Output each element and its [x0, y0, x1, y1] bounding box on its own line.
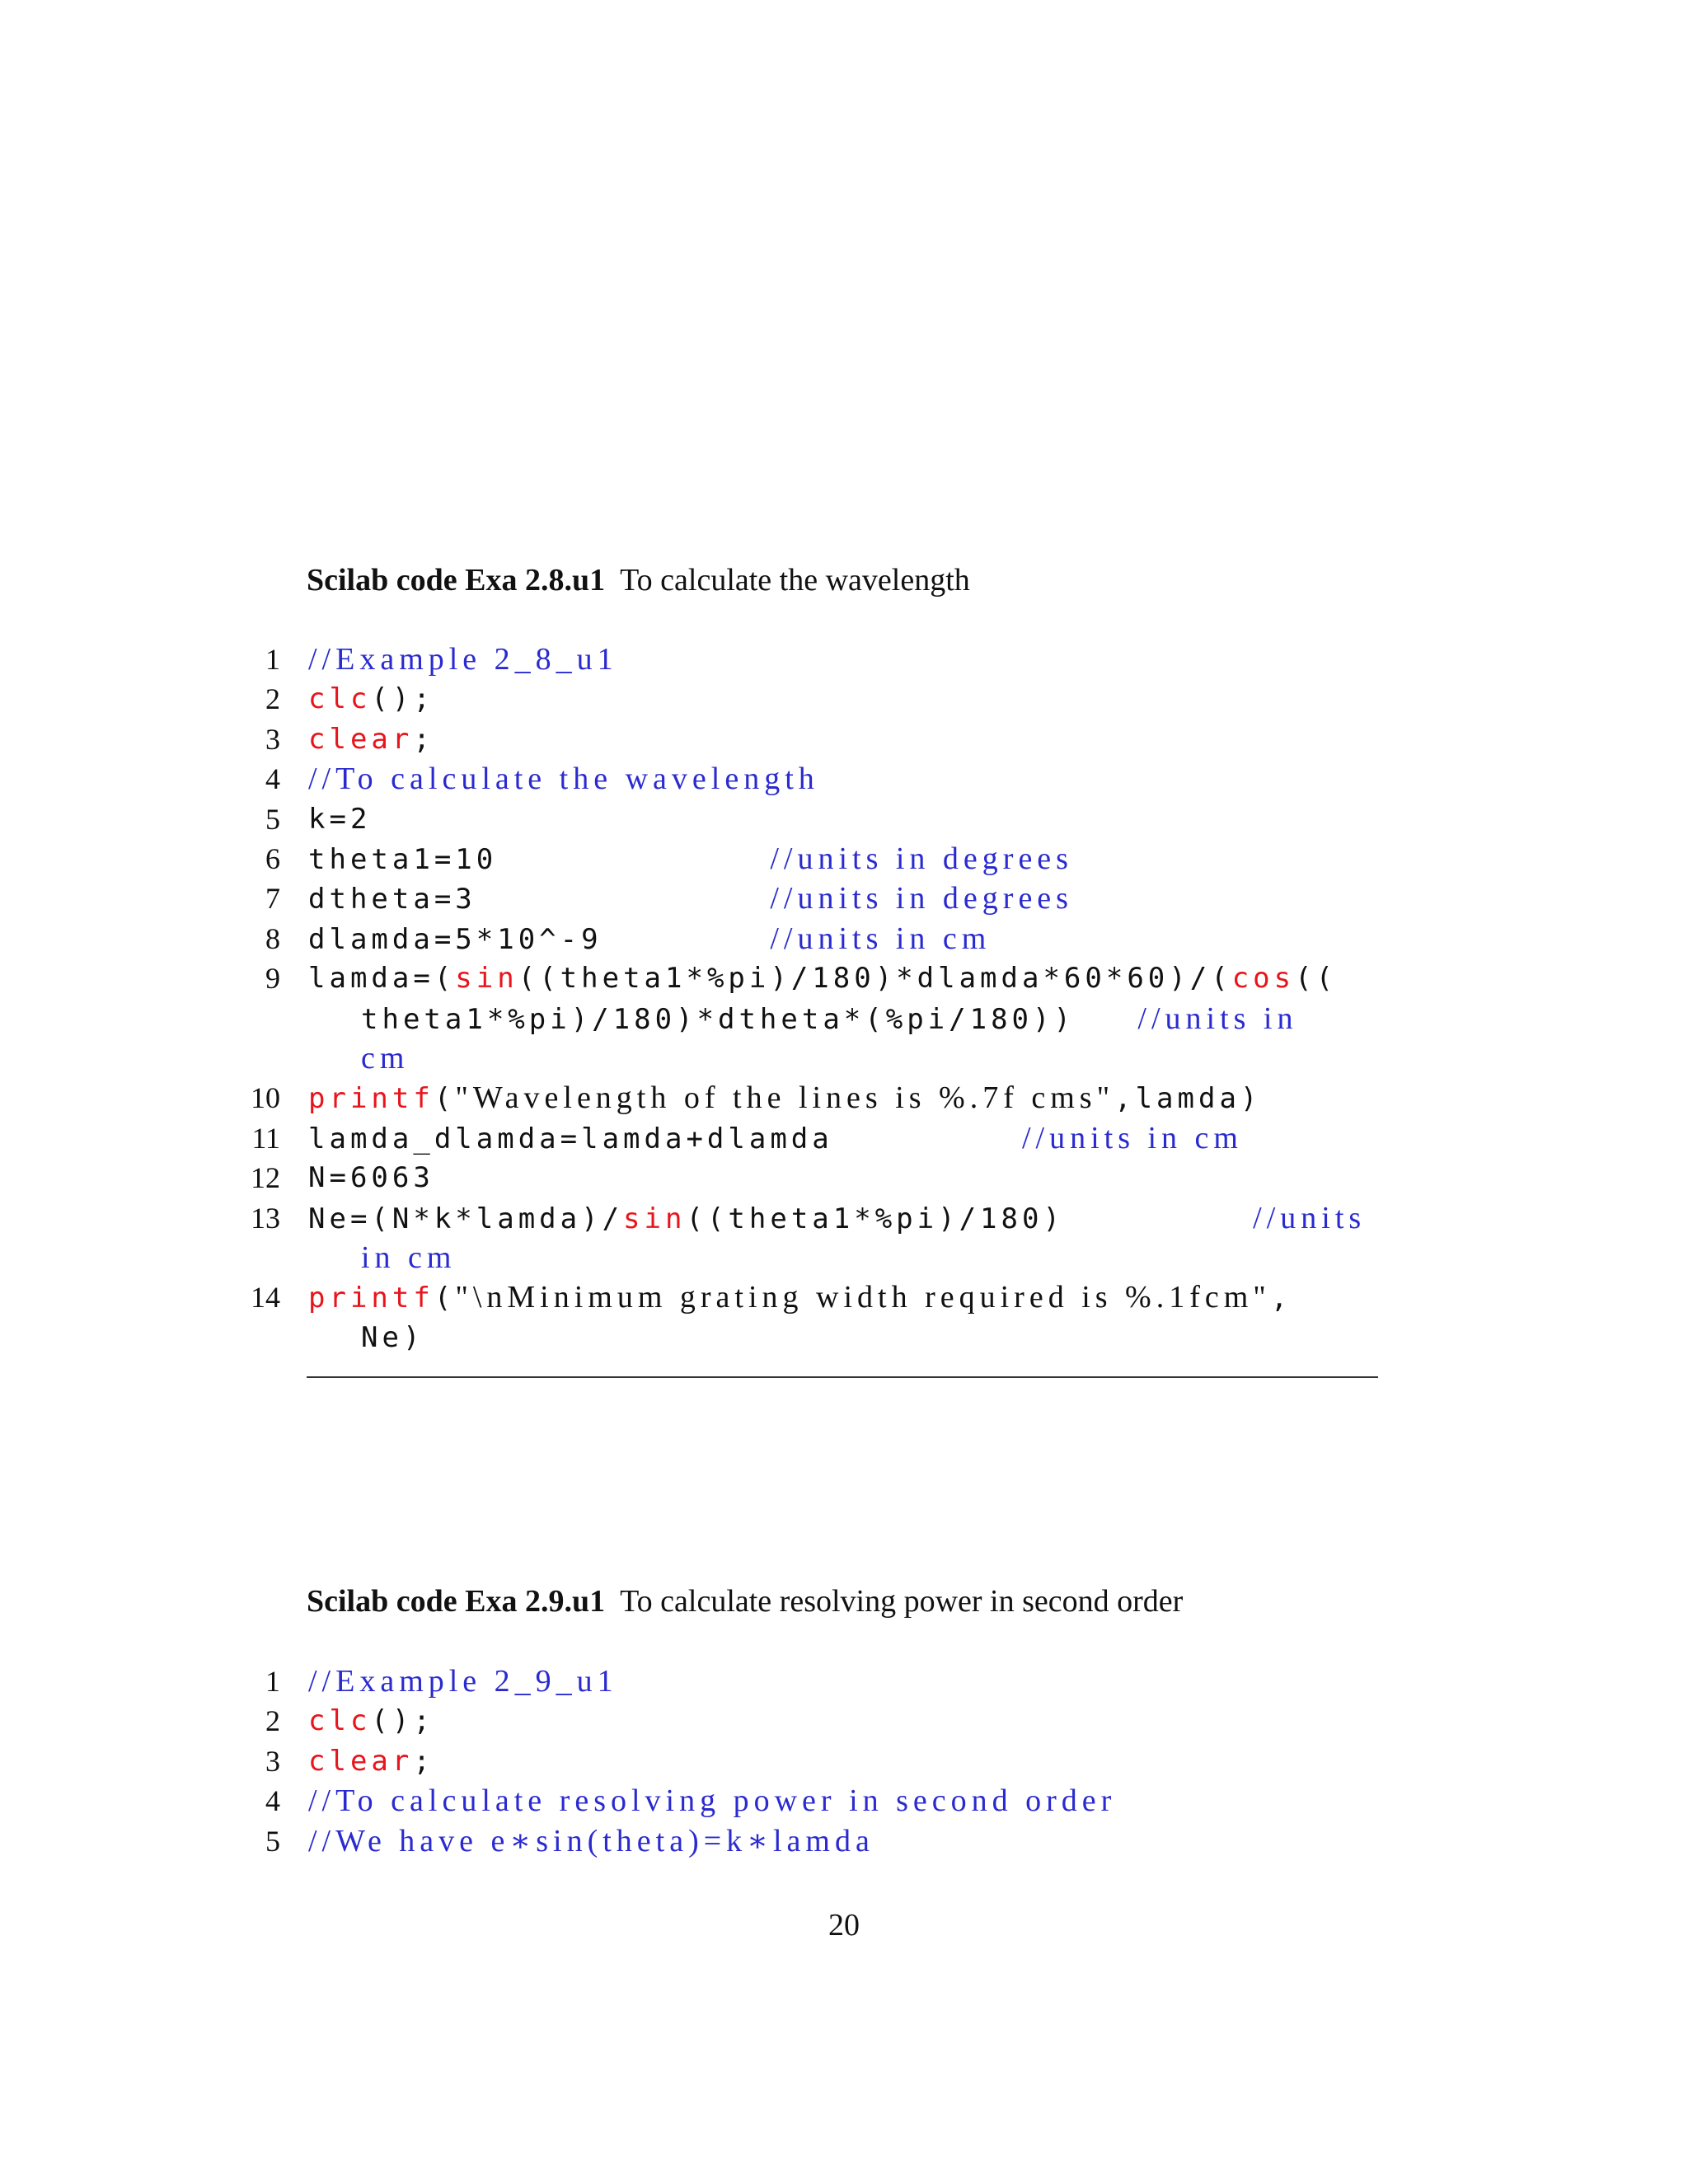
code-keyword: clc	[308, 1704, 372, 1738]
code-plain: ((	[1295, 962, 1338, 996]
line-number: 13	[251, 1201, 280, 1235]
line-number: 6	[265, 842, 280, 875]
code-text	[308, 919, 991, 959]
code-plain: N=6063	[308, 1161, 434, 1195]
code-text	[361, 1238, 456, 1278]
code-comment: //We have e∗sin(theta)=k∗lamda	[308, 1823, 874, 1858]
code-comment: in cm	[361, 1240, 457, 1275]
code-plain: theta1=10	[308, 843, 771, 876]
code-text	[308, 1741, 434, 1781]
code-plain: ((theta1*%pi)/180)	[686, 1202, 1254, 1235]
code-comment: //units in	[1137, 1001, 1298, 1036]
code-plain: ((theta1*%pi)/180)*dlamda*60*60)/(	[518, 962, 1232, 996]
code-line	[0, 1118, 1688, 1158]
code-keyword: clear	[308, 1744, 414, 1778]
code-text	[361, 1318, 424, 1357]
code-plain: lamda=(	[308, 962, 456, 996]
code-plain: ,lamda)	[1114, 1082, 1262, 1116]
code-plain: ,	[1270, 1282, 1292, 1315]
code-string: "\nMinimum grating width required is %.1fcm"	[455, 1280, 1271, 1315]
code-plain: theta1*%pi)/180)*dtheta*(%pi/180))	[361, 1002, 1138, 1036]
code-line	[0, 1741, 1688, 1781]
caption-description: To calculate resolving power in second order	[620, 1584, 1184, 1619]
line-number: 7	[265, 882, 280, 916]
code-comment: //units in cm	[1021, 1120, 1243, 1155]
code-line	[0, 1701, 1688, 1741]
code-plain: Ne)	[361, 1320, 424, 1354]
code-text	[308, 799, 371, 839]
line-number: 1	[265, 1665, 280, 1698]
code-string: "Wavelength of the lines is %.7f cms"	[455, 1080, 1115, 1116]
code-plain: ;	[413, 722, 434, 756]
code-keyword: printf	[308, 1082, 434, 1116]
code-text	[308, 1661, 618, 1702]
code-text	[308, 1821, 874, 1862]
code-keyword: sin	[623, 1202, 687, 1235]
code-plain: ;	[413, 1744, 434, 1778]
line-number: 5	[265, 802, 280, 836]
code-comment: //Example 2_9_u1	[308, 1664, 618, 1699]
code-plain: dlamda=5*10^-9	[308, 922, 771, 956]
code-text	[308, 879, 1073, 919]
line-number: 5	[265, 1824, 280, 1858]
code-line	[0, 919, 1688, 958]
code-line	[0, 879, 1688, 918]
code-text	[308, 1158, 434, 1197]
caption-label: Scilab code Exa 2.9.u1	[307, 1584, 606, 1619]
code-keyword: clc	[308, 682, 372, 716]
line-number: 10	[251, 1081, 280, 1115]
code-text	[308, 719, 434, 759]
line-number: 3	[265, 722, 280, 756]
code-plain: k=2	[308, 802, 372, 836]
line-number: 3	[265, 1744, 280, 1778]
line-number: 11	[251, 1121, 280, 1155]
code-plain: Ne=(N*k*lamda)/	[308, 1202, 624, 1235]
code-line	[0, 1277, 1688, 1317]
code-text	[308, 759, 819, 799]
code-plain: (	[434, 1282, 456, 1315]
line-number: 12	[251, 1161, 280, 1195]
code-line	[0, 719, 1688, 759]
code-line	[0, 1158, 1688, 1197]
line-number: 8	[265, 921, 280, 955]
code-line	[0, 1661, 1688, 1701]
code-text	[308, 1118, 1243, 1159]
code-plain: ();	[371, 682, 434, 716]
code-text	[308, 679, 434, 719]
code-text	[308, 1198, 1366, 1239]
caption-exa-2-9-u1	[307, 1582, 1183, 1621]
line-number: 4	[265, 1784, 280, 1818]
code-text	[308, 640, 618, 680]
code-text	[361, 1038, 409, 1079]
code-text	[308, 1078, 1261, 1118]
code-keyword: printf	[308, 1282, 434, 1315]
code-line-continuation	[0, 1038, 1688, 1078]
code-line	[0, 958, 1688, 998]
code-comment: cm	[361, 1041, 410, 1076]
code-line	[0, 1781, 1688, 1821]
code-comment: //units in degrees	[770, 881, 1073, 916]
line-number: 4	[265, 762, 280, 796]
code-line	[0, 839, 1688, 879]
code-comment: //To calculate resolving power in second order	[308, 1783, 1117, 1819]
code-line	[0, 640, 1688, 679]
code-keyword: sin	[455, 962, 518, 996]
listing-divider	[307, 1376, 1378, 1378]
code-line-continuation	[0, 999, 1688, 1038]
caption-description: To calculate the wavelength	[620, 563, 970, 598]
caption-exa-2-8-u1	[307, 560, 970, 600]
code-comment: //units	[1253, 1200, 1367, 1235]
line-number: 14	[251, 1281, 280, 1315]
code-line-continuation	[0, 1318, 1688, 1357]
code-plain: (	[434, 1082, 456, 1116]
code-line	[0, 1198, 1688, 1238]
caption-label: Scilab code Exa 2.8.u1	[307, 563, 606, 598]
code-line	[0, 679, 1688, 719]
page-number: 20	[828, 1908, 860, 1943]
code-comment: //To calculate the wavelength	[308, 762, 819, 797]
line-number: 2	[265, 1704, 280, 1738]
code-comment: //Example 2_8_u1	[308, 642, 618, 677]
code-plain: lamda_dlamda=lamda+dlamda	[308, 1122, 1022, 1155]
code-text	[361, 999, 1297, 1039]
code-plain: dtheta=3	[308, 883, 771, 916]
line-number: 9	[265, 962, 280, 996]
code-line	[0, 759, 1688, 799]
code-comment: //units in degrees	[770, 841, 1073, 876]
code-text	[308, 958, 1337, 998]
code-line-continuation	[0, 1238, 1688, 1277]
code-text	[308, 1277, 1292, 1318]
code-line	[0, 1078, 1688, 1118]
code-comment: //units in cm	[770, 921, 992, 956]
code-text	[308, 1701, 434, 1741]
code-keyword: clear	[308, 722, 414, 756]
code-line	[0, 799, 1688, 839]
code-text	[308, 839, 1073, 879]
code-text	[308, 1781, 1116, 1821]
code-line	[0, 1821, 1688, 1861]
line-number: 2	[265, 682, 280, 716]
code-plain: ();	[371, 1704, 434, 1738]
code-keyword: cos	[1231, 962, 1296, 996]
line-number: 1	[265, 643, 280, 676]
